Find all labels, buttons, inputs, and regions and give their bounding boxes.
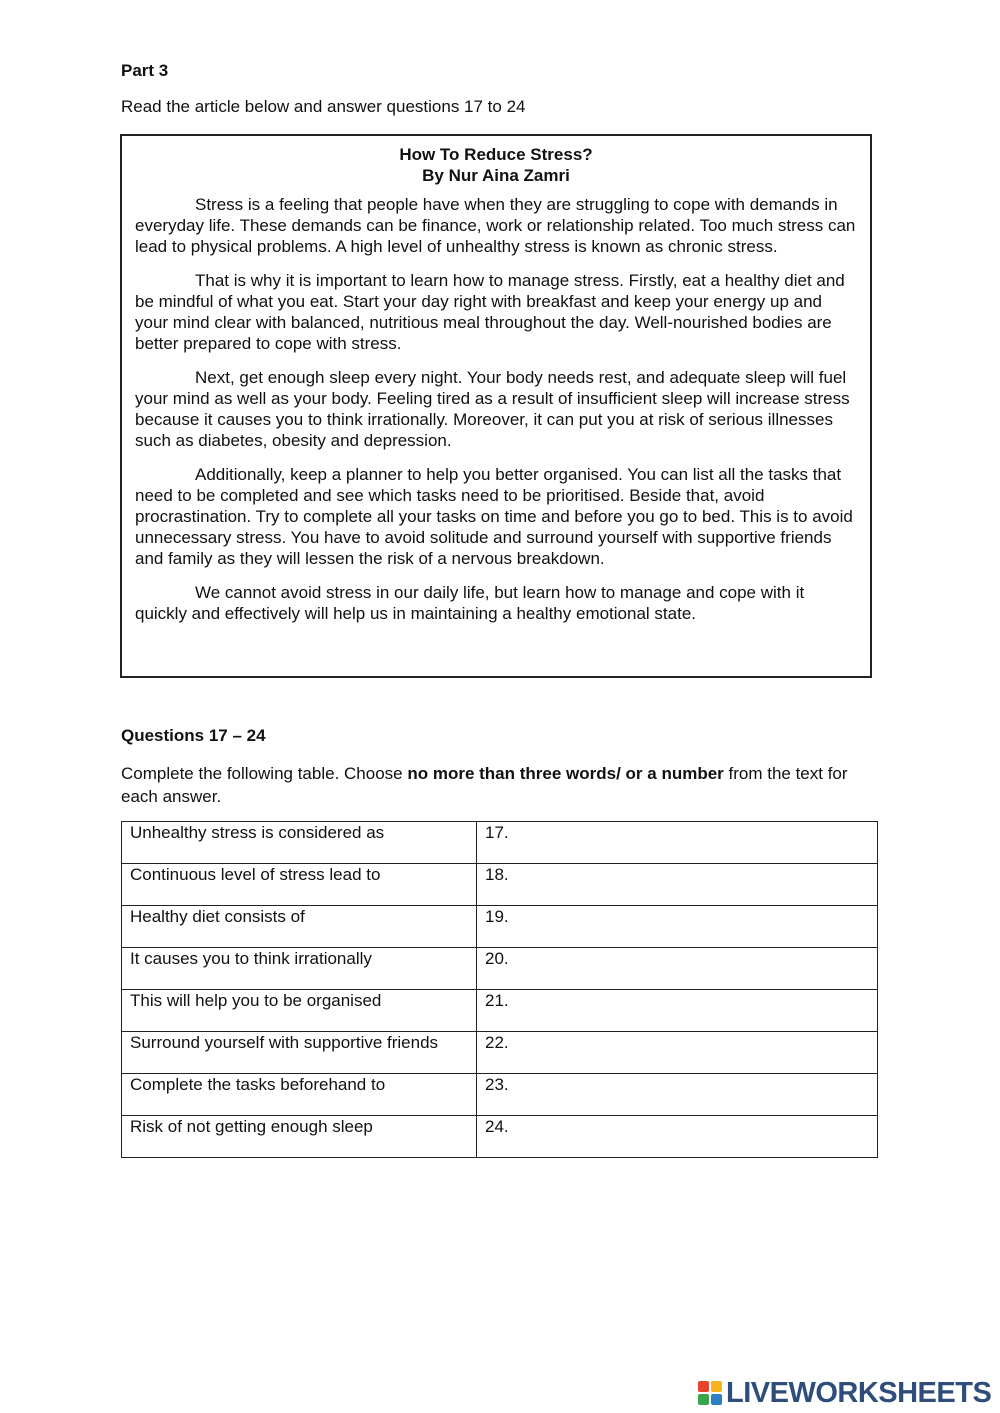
answer-cell[interactable]: 21. (477, 990, 878, 1032)
brand-text: LIVEWORKSHEETS (726, 1377, 992, 1409)
article-paragraph: Stress is a feeling that people have when they are struggling to cope with demands in everyday life. These demands can be finance, work or relationship related. Too much stress can lead to physical problems. A high level of unhealthy stress is known as chronic stress. (135, 195, 856, 256)
question-prompt: Healthy diet consists of (122, 906, 477, 948)
answer-cell[interactable]: 18. (477, 864, 878, 906)
table-row (122, 990, 878, 1032)
instruction-text-end: from the text for each answer. (121, 764, 848, 806)
answer-cell[interactable]: 24. (477, 1116, 878, 1158)
instruction-emphasis: no more than three words/ or a number (407, 764, 724, 783)
questions-heading: Questions 17 – 24 (121, 726, 266, 745)
answer-cell[interactable]: 23. (477, 1074, 878, 1116)
question-prompt: It causes you to think irrationally (122, 948, 477, 990)
liveworksheets-brand (697, 1378, 991, 1408)
answer-cell[interactable]: 22. (477, 1032, 878, 1074)
table-row (122, 822, 878, 864)
article-paragraph: Next, get enough sleep every night. Your body needs rest, and adequate sleep will fuel your mind as well as your body. Feeling tired as a result of insufficient sleep will increase stress because it causes you to think irrationally. Moreover, it can put you at risk of serious illnesses such as diabetes, obesity and depression. (135, 368, 850, 450)
table-row (122, 864, 878, 906)
answer-cell[interactable]: 17. (477, 822, 878, 864)
article-box (120, 134, 872, 678)
question-prompt: Surround yourself with supportive friends (122, 1032, 477, 1074)
table-row (122, 948, 878, 990)
table-row (122, 1116, 878, 1158)
article-paragraph: That is why it is important to learn how to manage stress. Firstly, eat a healthy diet and be mindful of what you eat. Start your day right with breakfast and keep your energy up and your mind clear with balanced, nutritious meal throughout the day. Well-nourished bodies are better prepared to cope with stress. (135, 271, 845, 353)
question-prompt: Unhealthy stress is considered as (122, 822, 477, 864)
instruction-text: Complete the following table. Choose (121, 764, 408, 783)
answer-cell[interactable]: 20. (477, 948, 878, 990)
question-prompt: Risk of not getting enough sleep (122, 1116, 477, 1158)
article-title: How To Reduce Stress? (399, 145, 593, 164)
table-row (122, 1032, 878, 1074)
table-row (122, 1074, 878, 1116)
part-title: Part 3 (121, 61, 169, 80)
reading-instruction: Read the article below and answer questions 17 to 24 (121, 97, 526, 116)
question-prompt: This will help you to be organised (122, 990, 477, 1032)
article-author: By Nur Aina Zamri (422, 166, 570, 185)
question-prompt: Continuous level of stress lead to (122, 864, 477, 906)
liveworksheets-logo-icon (697, 1380, 723, 1406)
questions-instruction (121, 762, 861, 808)
answer-cell[interactable]: 19. (477, 906, 878, 948)
article-paragraph: Additionally, keep a planner to help you better organised. You can list all the tasks that need to be completed and see which tasks need to be prioritised. Beside that, avoid procrastination. Try to complete all your tasks on time and before you go to bed. This is to avoid unnecessary stress. You have to avoid solitude and surround yourself with supportive friends and family as they will lessen the risk of a nervous breakdown. (135, 465, 853, 568)
table-row (122, 906, 878, 948)
question-prompt: Complete the tasks beforehand to (122, 1074, 477, 1116)
answer-table (121, 821, 878, 1158)
article-paragraph: We cannot avoid stress in our daily life, but learn how to manage and cope with it quickly and effectively will help us in maintaining a healthy emotional state. (135, 583, 805, 623)
